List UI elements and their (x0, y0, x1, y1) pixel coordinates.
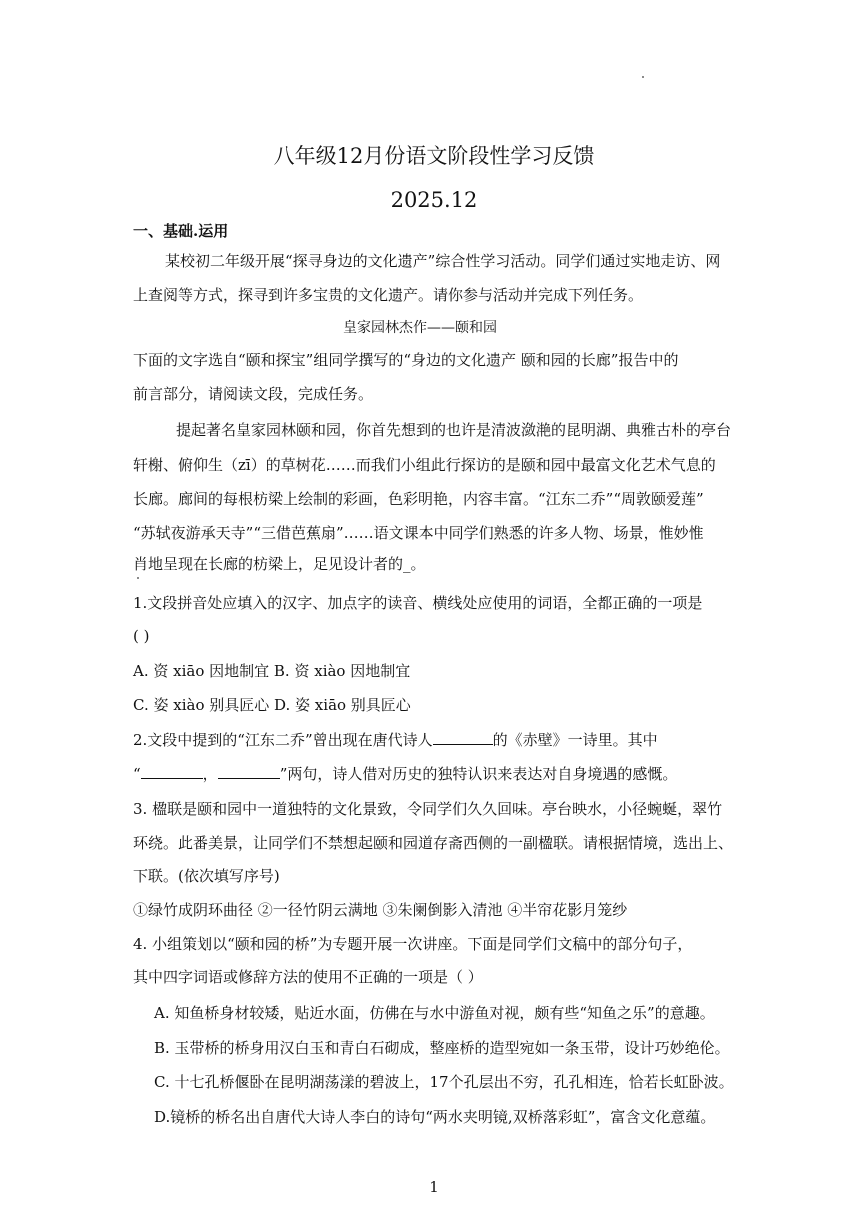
q4-option-c: C. 十七孔桥偃卧在昆明湖荡漾的碧波上，17个孔层出不穷，孔孔相连，恰若长虹卧波。 (154, 1073, 734, 1091)
passage-line-3: 长廊。廊间的每根枋梁上绘制的彩画，色彩明艳，内容丰富。“江东二乔”“周敦颐爱莲” (133, 490, 704, 508)
q1-options-ab: A. 资 xiāo 因地制宜 B. 资 xiào 因地制宜 (133, 662, 411, 680)
intro-line-2: 上查阅等方式，探寻到许多宝贵的文化遗产。请你参与活动并完成下列任务。 (133, 286, 644, 304)
section-heading: 一、基础.运用 (133, 222, 229, 240)
exam-date: 2025.12 (390, 188, 478, 212)
q4-line-1: 4. 小组策划以“颐和园的桥”为专题开展一次讲座。下面是同学们文稿中的部分句子， (133, 935, 693, 953)
q1-stem: 1.文段拼音处应填入的汉字、加点字的读音、横线处应使用的词语，全都正确的一项是 (133, 594, 703, 612)
q2-stem-part2: 的《赤壁》一诗里。其中 (492, 731, 658, 749)
q4-option-a: A. 知鱼桥身材较矮，贴近水面，仿佛在与水中游鱼对视，颇有些“知鱼之乐”的意趣。 (154, 1004, 715, 1022)
q3-options: ①绿竹成阴环曲径 ②一径竹阴云满地 ③朱阑倒影入清池 ④半帘花影月笼纱 (133, 901, 628, 919)
q3-line-3: 下联。(依次填写序号) (133, 867, 280, 885)
q2-stem-part1: 2.文段中提到的“江东二乔”曾出现在唐代诗人 (133, 731, 433, 749)
q2-verse-blank-1[interactable] (141, 764, 203, 779)
page-title: 八年级12月份语文阶段性学习反馈 (273, 144, 595, 168)
q2-line-1 (133, 730, 658, 750)
q3-line-1: 3. 楹联是颐和园中一道独特的文化景致，令同学们久久回味。亭台映水，小径蜿蜒，翠竹 (133, 800, 723, 818)
passage-subtitle: 皇家园林杰作——颐和园 (343, 320, 497, 336)
q1-options-cd: C. 姿 xiào 别具匠心 D. 姿 xiāo 别具匠心 (133, 696, 411, 714)
q2-line-2-rest: ”两句，诗人借对历史的独特认识来表达对自身境遇的感慨。 (279, 765, 678, 783)
q2-verse-blank-2[interactable] (218, 764, 280, 779)
passage-line-2: 轩榭、俯仰生（zī）的草树花……而我们小组此行探访的是颐和园中最富文化艺术气息的 (133, 456, 716, 474)
q4-option-b: B. 玉带桥的桥身用汉白玉和青白石砌成，整座桥的造型宛如一条玉带，设计巧妙绝伦。 (154, 1039, 730, 1057)
q2-open-quote: “ (133, 765, 141, 783)
q4-line-2: 其中四字词语或修辞方法的使用不正确的一项是（ ） (133, 968, 483, 986)
emphasis-dot (137, 577, 139, 579)
passage-line-5: 肖地呈现在长廊的枋梁上，足见设计者的_。 (133, 555, 426, 573)
q2-comma: ， (202, 765, 218, 783)
lead-line-1: 下面的文字选自“颐和探宝”组同学撰写的“身边的文化遗产 颐和园的长廊”报告中的 (133, 351, 679, 369)
scan-speck (642, 76, 644, 78)
intro-line-1: 某校初二年级开展“探寻身边的文化遗产”综合性学习活动。同学们通过实地走访、网 (165, 252, 721, 270)
q3-line-2: 环绕。此番美景，让同学们不禁想起颐和园道存斋西侧的一副楹联。请根据情境，选出上、 (133, 834, 734, 852)
lead-line-2: 前言部分，请阅读文段，完成任务。 (133, 385, 374, 403)
q2-poet-blank[interactable] (433, 730, 493, 745)
passage-line-1: 提起著名皇家园林颐和园，你首先想到的也许是清波潋滟的昆明湖、典雅古朴的亭台 (176, 421, 732, 439)
page-number: 1 (429, 1178, 439, 1196)
passage-line-4: “苏轼夜游承天寺”“三借芭蕉扇”……语文课本中同学们熟悉的许多人物、场景，惟妙惟 (133, 524, 704, 542)
q4-option-d: D.镜桥的桥名出自唐代大诗人李白的诗句“两水夹明镜,双桥落彩虹”，富含文化意蕴。 (154, 1108, 716, 1126)
q1-answer-paren: ( ) (133, 627, 150, 645)
q2-line-2 (133, 764, 677, 784)
